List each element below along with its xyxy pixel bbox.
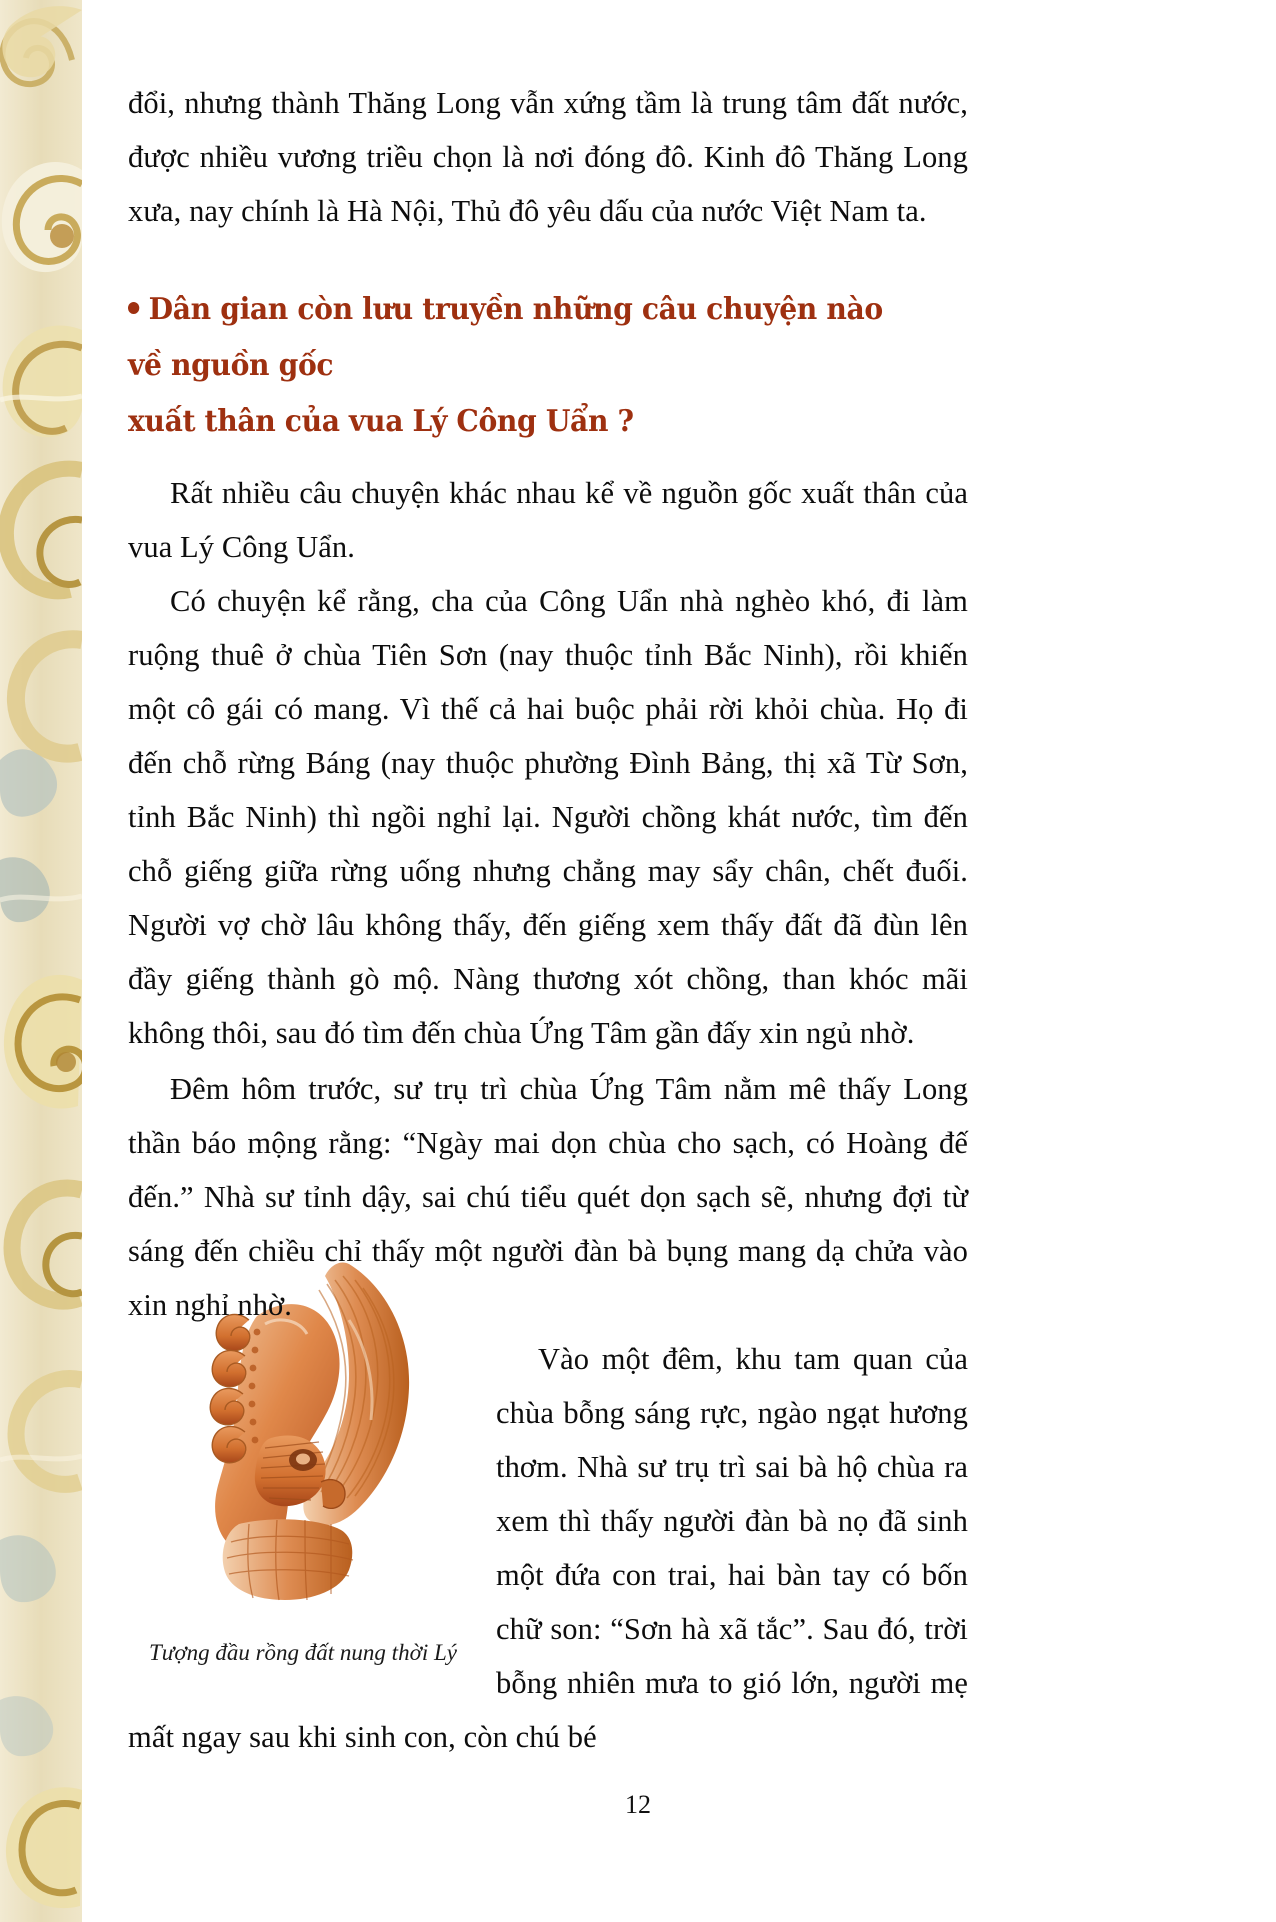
figure-caption: Tượng đầu rồng đất nung thời Lý bbox=[148, 1640, 457, 1665]
paragraph-2: Rất nhiều câu chuyện khác nhau kể về nguồn gốc xuất thân của vua Lý Công Uẩn. bbox=[128, 476, 968, 564]
paragraph-4: Đêm hôm trước, sư trụ trì chùa Ứng Tâm nằm mê thấy Long thần báo mộng rằng: “Ngày mai dọn chùa cho sạch, có Hoàng đế đến.” Nhà sư tỉnh dậy, sai chú tiểu quét dọn sạch sẽ, nhưng đợi từ sáng đến chiều chỉ thấy một người đàn bà bụng mang dạ chửa vào xin nghỉ nhờ. bbox=[128, 1072, 968, 1322]
question-heading bbox=[128, 282, 918, 450]
paragraph-5: Vào một đêm, khu tam quan của chùa bỗng sáng rực, ngào ngạt hương thơm. Nhà sư trụ trì sai bà hộ chùa ra xem thì thấy người đàn bà nọ đã sinh một đứa con trai, hai bàn tay có bốn chữ son: “Sơn hà xã tắc”. Sau đó, trời bỗng nhiên mưa to gió lớn, người mẹ mất ngay sau khi sinh con, còn chú bé bbox=[128, 1342, 968, 1754]
question-line-1-text: Dân gian còn lưu truyền những câu chuyện nào về nguồn gốc bbox=[128, 292, 883, 383]
paragraph-top: đổi, nhưng thành Thăng Long vẫn xứng tầm là trung tâm đất nước, được nhiều vương triều chọn là nơi đóng đô. Kinh đô Thăng Long xưa, nay chính là Hà Nội, Thủ đô yêu dấu của nước Việt Nam ta. bbox=[128, 86, 968, 228]
border-gutter bbox=[82, 0, 102, 1922]
question-line-1 bbox=[128, 282, 918, 394]
question-line-2: xuất thân của vua Lý Công Uẩn ? bbox=[128, 404, 634, 439]
cloud-scroll-ornament-border bbox=[0, 0, 82, 1922]
figure-text-wrap bbox=[128, 1062, 968, 1764]
paragraph-3: Có chuyện kể rằng, cha của Công Uẩn nhà nghèo khó, đi làm ruộng thuê ở chùa Tiên Sơn (nay thuộc tỉnh Bắc Ninh), rồi khiến một cô gái có mang. Vì thế cả hai buộc phải rời khỏi chùa. Họ đi đến chỗ rừng Báng (nay thuộc phường Đình Bảng, thị xã Từ Sơn, tỉnh Bắc Ninh) thì ngồi nghỉ lại. Người chồng khát nước, tìm đến chỗ giếng giữa rừng uống nhưng chẳng may sẩy chân, chết đuối. Người vợ chờ lâu không thấy, đến giếng xem thấy đất đã đùn lên đầy giếng thành gò mộ. Nàng thương xót chồng, than khóc mãi không thôi, sau đó tìm đến chùa Ứng Tâm gần đấy xin ngủ nhờ. bbox=[128, 584, 968, 1050]
bullet-icon bbox=[128, 302, 139, 314]
page-content bbox=[128, 0, 968, 1922]
page-number: 12 bbox=[625, 1790, 651, 1819]
